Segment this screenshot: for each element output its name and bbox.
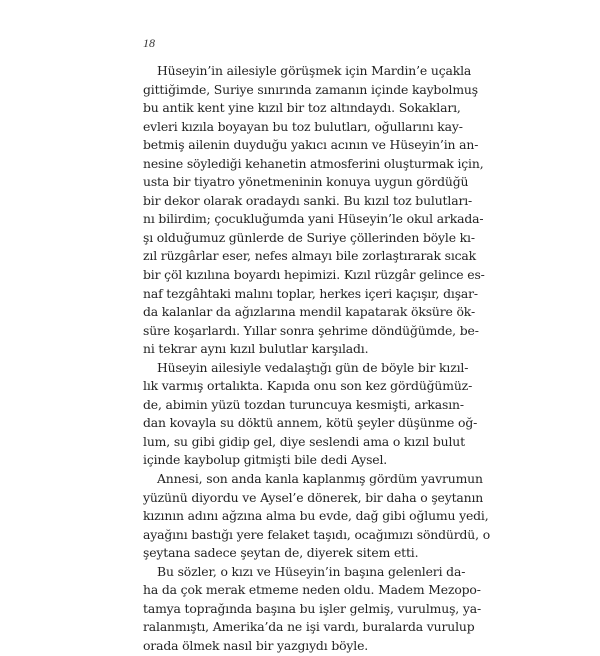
paragraph <box>143 359 478 470</box>
text-line: de, abimin yüzü tozdan turuncuya kesmişti, arkasın- <box>143 396 464 412</box>
text-line: şeytana sadece şeytan de, diyerek sitem etti. <box>143 545 419 561</box>
text-line: naf tezgâhtaki malını toplar, herkes içeri kaçışır, dışar- <box>143 285 478 301</box>
text-line: bir çöl kızılına boyardı hepimizi. Kızıl rüzgâr gelince es- <box>143 267 485 283</box>
text-line: yüzünü diyordu ve Aysel’e dönerek, bir daha o şeytanın <box>143 489 484 505</box>
text-line: zıl rüzgârlar eser, nefes almayı bile zorlaştırarak sıcak <box>143 248 477 264</box>
text-line: evleri kızıla boyayan bu toz bulutları, oğullarını kay- <box>143 118 463 134</box>
text-line: Hüseyin ailesiyle vedalaştığı gün de böyle bir kızıl- <box>157 359 469 375</box>
paragraph <box>143 470 491 563</box>
text-line: dan kovayla su döktü annem, kötü şeyler düşünme oğ- <box>143 415 478 431</box>
text-line: Bu sözler, o kızı ve Hüseyin’in başına gelenleri da- <box>157 563 466 579</box>
text-line: ha da çok merak etmeme neden oldu. Madem Mezopo- <box>143 582 481 598</box>
text-line: süre koşarlardı. Yıllar sonra şehrime döndüğümde, be- <box>143 322 479 338</box>
text-line: tamya toprağında başına bu işler gelmiş, vurulmuş, ya- <box>143 600 481 616</box>
body-text <box>143 62 491 656</box>
page-number: 18 <box>143 36 155 50</box>
text-line: ayağını bastığı yere felaket taşıdı, ocağımızı söndürdü, o <box>143 526 491 542</box>
text-line: gittiğimde, Suriye sınırında zamanın içinde kaybolmuş <box>143 81 478 97</box>
paragraph <box>143 62 485 359</box>
text-line: ralanmıştı, Amerika’da ne işi vardı, buralarda vurulup <box>143 619 475 635</box>
text-line: usta bir tiyatro yönetmeninin konuya uygun gördüğü <box>143 174 469 190</box>
text-line: Hüseyin’in ailesiyle görüşmek için Mardin’e uçakla <box>157 63 472 78</box>
text-line: şı olduğumuz günlerde de Suriye çöllerinden böyle kı- <box>143 229 475 245</box>
text-line: içinde kaybolup gitmişti bile dedi Aysel. <box>143 452 388 468</box>
text-line: ni tekrar aynı kızıl bulutlar karşıladı. <box>143 341 369 357</box>
text-line: nesine söylediği kehanetin atmosferini oluşturmak için, <box>143 155 484 171</box>
text-line: lık varmış ortalıkta. Kapıda onu son kez gördüğümüz- <box>143 378 473 394</box>
text-line: kızının adını ağzına alma bu evde, dağ gibi oğlumu yedi, <box>143 508 489 524</box>
text-line: bir dekor olarak oradaydı sanki. Bu kızıl toz bulutları- <box>143 192 473 208</box>
text-line: bu antik kent yine kızıl bir toz altındaydı. Sokakları, <box>143 100 461 116</box>
text-line: lum, su gibi gidip gel, diye seslendi ama o kızıl bulut <box>143 433 465 449</box>
text-line: orada ölmek nasıl bir yazgıydı böyle. <box>143 637 369 653</box>
text-line: da kalanlar da ağızlarına mendil kapatarak öksüre ök- <box>143 304 475 320</box>
text-line: Annesi, son anda kanla kaplanmış gördüm yavrumun <box>157 471 483 487</box>
text-line: nı bilirdim; çocukluğumda yani Hüseyin’le okul arkada- <box>143 211 484 227</box>
paragraph <box>143 563 481 656</box>
text-line: betmiş ailenin duyduğu yakıcı acının ve Hüseyin’in an- <box>143 137 479 153</box>
